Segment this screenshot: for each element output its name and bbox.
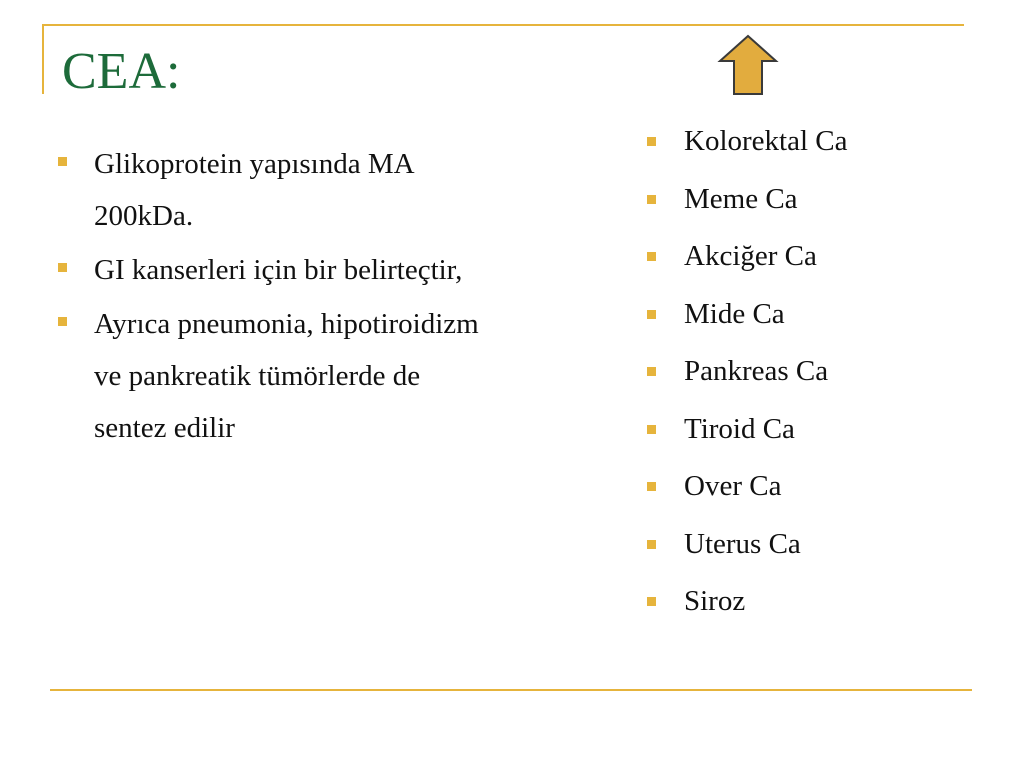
bullet-square-icon [58, 263, 67, 272]
list-item-text: Uterus Ca [684, 527, 801, 560]
right-bullet-list [647, 113, 967, 631]
list-item [647, 573, 967, 631]
up-arrow-icon[interactable] [717, 34, 779, 96]
bullet-square-icon [647, 137, 656, 146]
bullet-square-icon [647, 252, 656, 261]
list-item-text: GI kanserleri için bir belirteçtir, [94, 254, 463, 286]
list-item [647, 113, 967, 171]
bullet-square-icon [58, 157, 67, 166]
list-item [647, 286, 967, 344]
list-item [58, 244, 498, 296]
list-item-text: Tiroid Ca [684, 412, 795, 445]
list-item-text: Ayrıca pneumonia, hipotiroidizm ve pankreatik tümörlerde de sentez edilir [94, 308, 479, 444]
bottom-border-line [50, 689, 972, 691]
bullet-square-icon [647, 195, 656, 204]
list-item [647, 171, 967, 229]
list-item-text: Mide Ca [684, 297, 785, 330]
list-item [647, 228, 967, 286]
list-item-text: Siroz [684, 585, 746, 617]
list-item-text: Glikoprotein yapısında MA 200kDa. [94, 148, 413, 232]
list-item-text: Over Ca [684, 470, 782, 502]
list-item-text: Pankreas Ca [684, 355, 829, 387]
bullet-square-icon [647, 310, 656, 319]
list-item [647, 516, 967, 574]
list-item-text: Kolorektal Ca [684, 125, 848, 157]
slide-title: CEA: [62, 43, 181, 100]
list-item-text: Meme Ca [684, 182, 798, 215]
top-border-line [42, 24, 964, 26]
left-border-line [42, 24, 44, 94]
list-item [58, 138, 498, 242]
bullet-square-icon [58, 317, 67, 326]
bullet-square-icon [647, 597, 656, 606]
left-bullet-list [58, 138, 498, 456]
bullet-square-icon [647, 367, 656, 376]
list-item [647, 343, 967, 401]
bullet-square-icon [647, 425, 656, 434]
bullet-square-icon [647, 540, 656, 549]
list-item-text: Akciğer Ca [684, 240, 817, 272]
list-item [58, 298, 498, 454]
list-item [647, 458, 967, 516]
list-item [647, 401, 967, 459]
bullet-square-icon [647, 482, 656, 491]
